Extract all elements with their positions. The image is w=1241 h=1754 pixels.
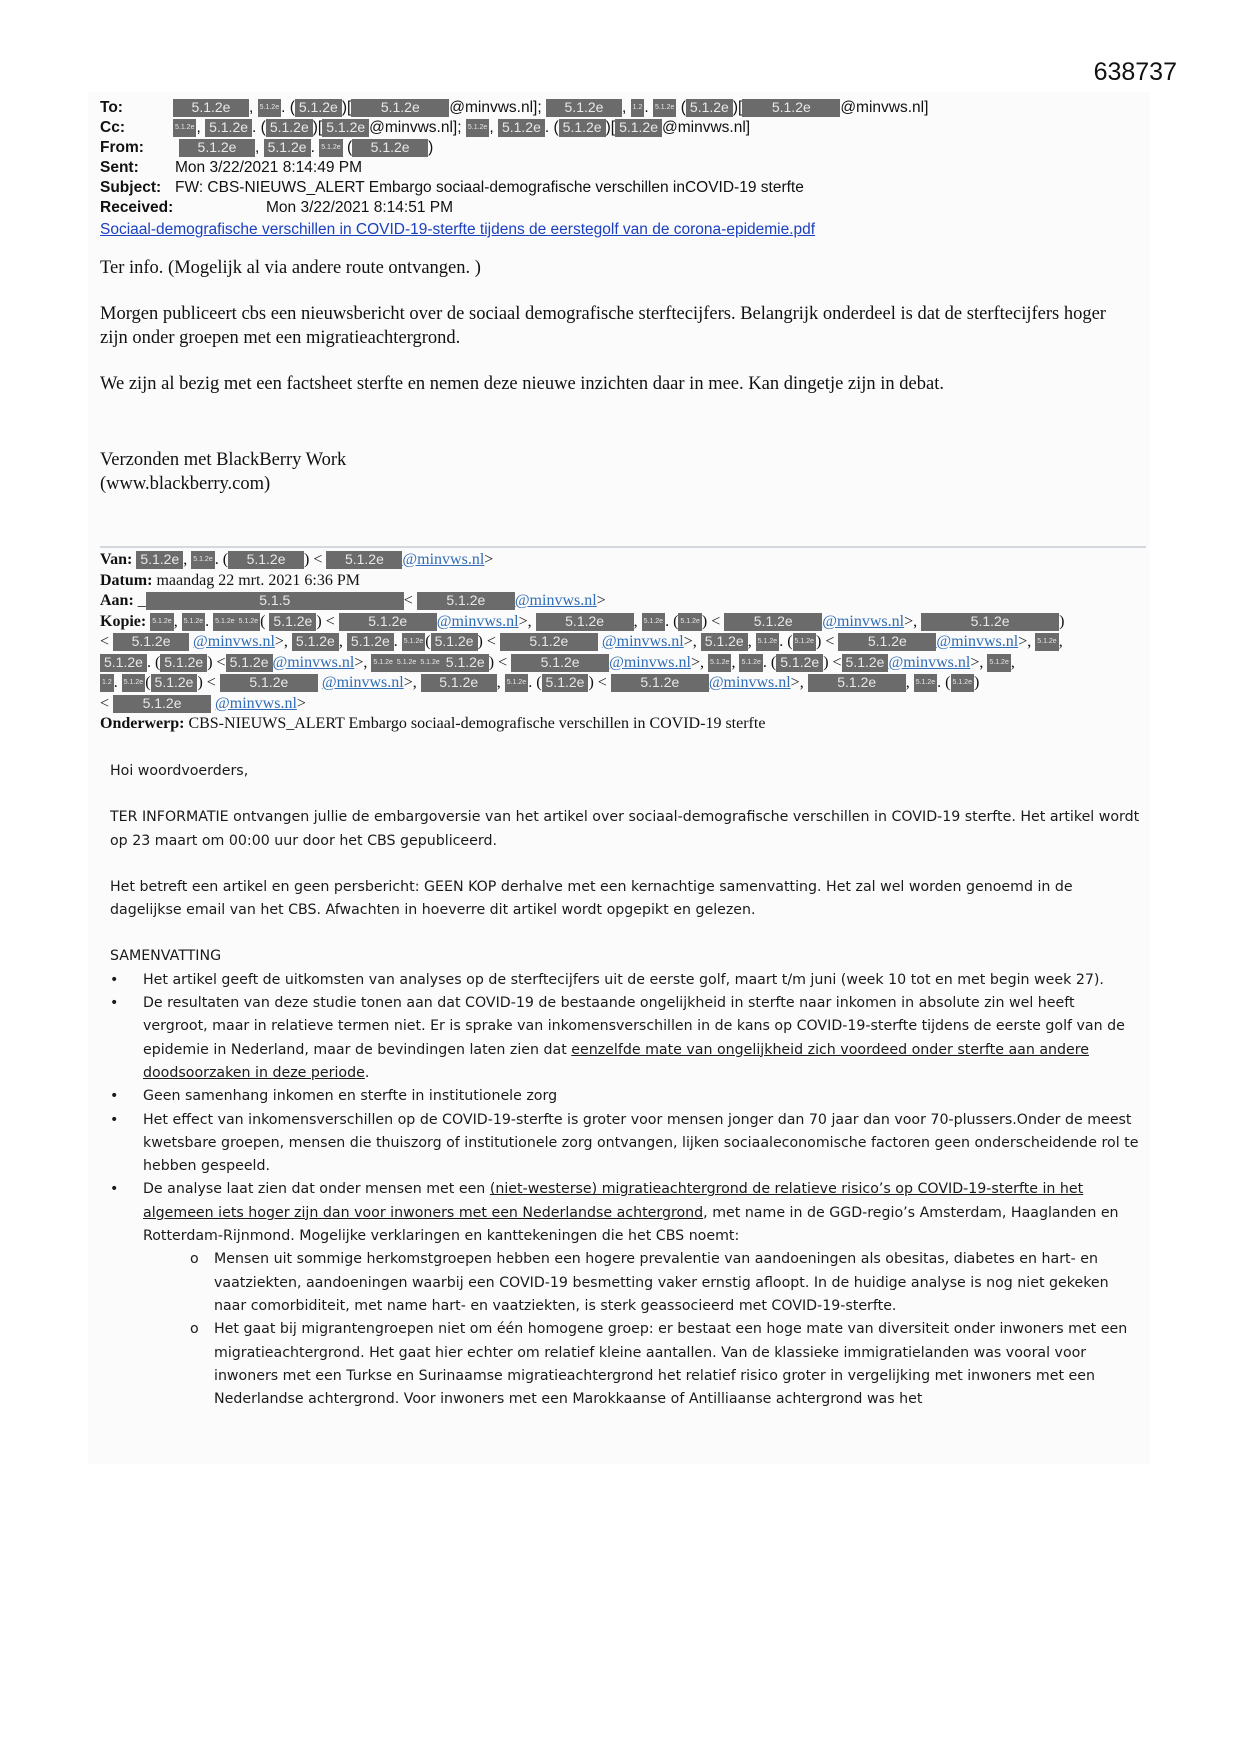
redaction: 5.1.2e: [505, 674, 528, 692]
van-row: Van: 5.1.2e , 5.1.2e . ( 5.1.2e ) < 5.1.2e @minvws.nl>: [100, 551, 494, 568]
received-value: Mon 3/22/2021 8:14:51 PM: [266, 199, 453, 216]
redaction: 5.1.2e: [742, 99, 840, 117]
email-link[interactable]: @minvws.nl: [514, 592, 597, 609]
redaction: 5.1.2e: [228, 551, 304, 569]
datum-label: Datum:: [100, 571, 153, 589]
redaction: 5.1.2e: [173, 99, 249, 117]
sub-bullet: o Het gaat bij migrantengroepen niet om één homogene groep: er bestaat een hoge mate van diversiteit onder inwoners met een migratieachtergrond. Het gaat hier echter om relatief kleine aantallen. Van de klassieke immigratielanden was vooral voor inwoners met een Turkse en Surinaamse migratieachtergrond het relatief risico groter in vergelijking met inwoners met een Nederlandse achtergrond. Voor inwoners met een Marokkaanse of Antilliaanse achtergrond was het: [110, 1318, 1140, 1411]
kopie-row-4: 1.2 . 5.1.2e ( 5.1.2e ) < 5.1.2e @minvws.nl>, 5.1.2e , 5.1.2e . ( 5.1.2e ) < 5.1.2e @minvws.nl>, 5.1.2e , 5.1.2e . ( 5.1.2e ): [102, 674, 980, 691]
email-link[interactable]: @minvws.nl: [708, 674, 791, 691]
redaction: 5.1.2e: [352, 139, 428, 157]
redaction: 5.1.2e: [371, 654, 394, 672]
sub-bullet-icon: o: [190, 1321, 199, 1338]
sent-value: Mon 3/22/2021 8:14:49 PM: [175, 159, 362, 176]
redaction: 5.1.2e: [160, 654, 207, 672]
redaction: 5.1.2e: [220, 674, 318, 692]
email-header: [100, 98, 928, 218]
redaction: 5.1.2e: [179, 139, 255, 157]
aan-label: Aan:: [100, 592, 134, 609]
redaction: 5.1.2e: [182, 613, 205, 631]
signature-line-2: (www.blackberry.com): [100, 474, 271, 494]
redaction: 5.1.2e: [498, 119, 545, 137]
redaction: 5.1.2e: [678, 613, 701, 631]
email-domain: @minvws.nl]: [662, 119, 751, 136]
redaction: 5.1.2e: [269, 613, 316, 631]
redaction: 5.1.2e: [776, 654, 823, 672]
cc-row: Cc: 5.1.2e , 5.1.2e . ( 5.1.2e )[ 5.1.2e @minvws.nl]; 5.1.2e , 5.1.2e . ( 5.1.2e )[ 5.1.2e @minvws.nl]: [100, 118, 751, 136]
redaction: 5.1.2e: [347, 633, 394, 651]
redaction: 5.1.2e: [173, 119, 196, 137]
redaction: 5.1.2e: [500, 633, 598, 651]
subject-label: Subject:: [100, 179, 162, 196]
summary-bullet: • Geen samenhang inkomen en sterfte in institutionele zorg: [110, 1085, 1140, 1108]
redaction: 5.1.2e: [151, 674, 198, 692]
redaction: 5.1.2e: [739, 654, 762, 672]
redaction: 5.1.2e: [951, 674, 974, 692]
to-label: To:: [100, 99, 123, 116]
redaction: 5.1.2e: [100, 654, 147, 672]
redaction: 5.1.2e: [319, 139, 342, 157]
bullet-icon: •: [110, 995, 119, 1012]
redaction: 5.1.2e: [642, 613, 665, 631]
body-paragraph-announcement: Morgen publiceert cbs een nieuwsbericht over de sociaal demografische sterftecijfers. Belangrijk onderdeel is dat de sterftecijfers hoger zijn onder groepen met een migratieachtergrond.: [100, 304, 1106, 348]
email-link[interactable]: @minvws.nl: [193, 633, 275, 650]
redaction: 5.1.2e: [559, 119, 606, 137]
kopie-row-5: < 5.1.2e @minvws.nl>: [100, 694, 306, 712]
underlined-finding: (niet-westerse) migratieachtergrond de relatieve risico’s op COVID-19-sterfte in het algemeen iets hoger zijn dan voor inwoners met een Nederlandse achtergrond: [143, 1181, 1084, 1221]
redaction: 5.1.2e: [421, 674, 497, 692]
redaction: 5.1.2e: [1035, 633, 1058, 651]
bullet-icon: •: [110, 1111, 119, 1128]
van-label: Van:: [100, 551, 133, 568]
sub-bullet-icon: o: [190, 1251, 199, 1268]
redaction: 5.1.2e: [921, 613, 1059, 631]
redaction: 5.1.2e: [615, 119, 662, 137]
redaction: 5.1.2e: [686, 99, 733, 117]
email-domain: @minvws.nl];: [449, 99, 542, 116]
email-domain: @minvws.nl];: [369, 119, 462, 136]
underlined-finding: eenzelfde mate van ongelijkheid zich voordeed onder sterfte aan andere doodsoorzaken in deze periode: [143, 1041, 1089, 1081]
redaction: 5.1.5: [146, 592, 404, 610]
redaction: 5.1.2e: [701, 633, 748, 651]
redaction: 5.1.2e: [417, 592, 515, 610]
sent-row: [100, 158, 928, 178]
kopie-row-3: 5.1.2e . ( 5.1.2e ) < 5.1.2e @minvws.nl>, 5.1.2e 5.1.2e 5.1.2e 5.1.2e ) < 5.1.2e @minvws.nl>, 5.1.2e , 5.1.2e . ( 5.1.2e ) < 5.1.2e @minvws.nl>, 5.1.2e ,: [100, 653, 1150, 674]
redaction: 5.1.2e: [150, 613, 173, 631]
redaction: 5.1.2e: [213, 613, 236, 631]
email-link[interactable]: @minvws.nl: [601, 633, 684, 650]
redaction: 5.1.2e: [339, 613, 437, 631]
body-line-info: Ter info. (Mogelijk al via andere route ontvangen. ): [100, 258, 481, 278]
redaction: 5.1.2e: [266, 119, 313, 137]
redaction: 5.1.2e: [466, 119, 489, 137]
summary-bullet: • Het artikel geeft de uitkomsten van analyses op de sterftecijfers uit de eerste golf, maart t/m juni (week 10 tot en met begin week 27).: [110, 969, 1140, 992]
redaction: 5.1.2e: [724, 613, 822, 631]
email-link[interactable]: @minvws.nl: [436, 612, 519, 630]
redaction: 5.1.2e: [808, 674, 906, 692]
redaction: 5.1.2e: [611, 674, 709, 692]
bullet-icon: •: [110, 1181, 119, 1198]
to-row: To: 5.1.2e , 5.1.2e . ( 5.1.2e )[ 5.1.2e @minvws.nl]; 5.1.2e , 1.2 . 5.1.2e ( 5.1.2e )[ 5.1.2e @minvws.nl]: [100, 98, 929, 116]
summary-bullet: • Het effect van inkomensverschillen op de COVID-19-sterfte is groter voor mensen jonger dan 70 jaar dan voor 70-plussers.Onder de meest kwetsbare groepen, mensen die thuiszorg of institutionele zorg ontvangen, lijken sociaaleconomische factoren geen onderscheidende rol te hebben gespeeld.: [110, 1109, 1140, 1179]
redaction: 5.1.2e: [113, 695, 211, 713]
bullet-icon: •: [110, 1088, 119, 1105]
redaction: 5.1.2e: [264, 139, 311, 157]
redaction: 5.1.2e: [113, 633, 189, 651]
redaction: 5.1.2e: [402, 633, 425, 651]
cc-label: Cc:: [100, 119, 125, 136]
redaction: 5.1.2e: [292, 633, 339, 651]
redaction: 5.1.2e: [395, 654, 418, 672]
redaction: 5.1.2e: [756, 633, 779, 651]
aan-row: Aan: _ 5.1.5 < 5.1.2e @minvws.nl>: [100, 592, 606, 609]
email-link[interactable]: @minvws.nl: [822, 612, 905, 630]
redaction: 5.1.2e: [987, 654, 1010, 672]
forwarded-message-body: [110, 760, 1140, 1411]
redaction: 5.1.2e: [322, 119, 369, 137]
redaction: 5.1.2e: [226, 654, 273, 672]
body-paragraph-factsheet: We zijn al bezig met een factsheet sterfte en nemen deze nieuwe inzichten daar in mee. Kan dingetje zijn in debat.: [100, 374, 944, 394]
redaction: 5.1.2e: [542, 674, 589, 692]
redaction: 5.1.2e: [653, 99, 676, 117]
from-row: From: 5.1.2e , 5.1.2e . 5.1.2e ( 5.1.2e ): [100, 138, 434, 156]
onderwerp-value: CBS-NIEUWS_ALERT Embargo sociaal-demografische verschillen in COVID-19 sterfte: [188, 715, 766, 732]
redaction: 5.1.2e: [708, 654, 731, 672]
redaction: 5.1.2e: [536, 613, 634, 631]
redaction: 5.1.2e: [191, 551, 214, 569]
sub-bullet: o Mensen uit sommige herkomstgroepen hebben een hogere prevalentie van aandoeningen als obesitas, diabetes en hart- en vaatziekten, aandoeningen waarbij een COVID-19 besmetting vaker ernstig afloopt. In de huidige analyse is nog niet gekeken naar comorbiditeit, met name hart- en vaatziekten, is sterk geassocieerd met COVID-19-sterfte.: [110, 1248, 1140, 1318]
redaction: 5.1.2e: [511, 654, 609, 672]
email-link[interactable]: @minvws.nl: [609, 653, 691, 671]
redaction: 5.1.2e: [136, 551, 183, 569]
attachment-link[interactable]: Sociaal-demografische verschillen in COVID-19-sterfte tijdens de eerstegolf van de corona-epidemie.pdf: [100, 221, 816, 238]
summary-bullet: • De analyse laat zien dat onder mensen met een (niet-westerse) migratieachtergrond de relatieve risico’s op COVID-19-sterfte in het algemeen iets hoger zijn dan voor inwoners met een Nederlandse achtergrond, met name in de GGD-regio’s Amsterdam, Haaglanden en Rotterdam-Rijnmond. Mogelijke verklaringen en kanttekeningen die het CBS noemt:: [110, 1178, 1140, 1248]
redaction: 5.1.2e: [237, 613, 260, 631]
forward-separator: [100, 546, 1146, 548]
kopie-label: Kopie:: [100, 612, 147, 630]
email-link[interactable]: @minvws.nl: [402, 551, 485, 568]
forwarded-header: [100, 550, 1150, 735]
redaction: 5.1.2e: [258, 99, 281, 117]
received-label: Received:: [100, 199, 174, 216]
redaction: 5.1.2e: [122, 674, 145, 692]
subject-row: [100, 178, 928, 198]
email-link[interactable]: @minvws.nl: [936, 633, 1019, 650]
redaction: 5.1.2e: [418, 654, 441, 672]
redaction: 1.2: [100, 674, 114, 692]
onderwerp-label: Onderwerp:: [100, 715, 185, 732]
redaction: 5.1.2e: [793, 633, 816, 651]
redaction: 5.1.2e: [442, 654, 489, 672]
document-number: 638737: [1093, 58, 1177, 86]
email-link[interactable]: @minvws.nl: [888, 653, 971, 671]
email-link[interactable]: @minvws.nl: [215, 694, 297, 712]
redaction: 5.1.2e: [546, 99, 622, 117]
redaction: 5.1.2e: [838, 633, 936, 651]
email-link[interactable]: @minvws.nl: [321, 674, 404, 691]
sent-label: Sent:: [100, 159, 139, 176]
redaction: 5.1.2e: [431, 633, 478, 651]
redaction: 5.1.2e: [351, 99, 449, 117]
signature-line-1: Verzonden met BlackBerry Work: [100, 450, 347, 470]
summary-bullet: • De resultaten van deze studie tonen aan dat COVID-19 de bestaande ongelijkheid in sterfte naar inkomen in absolute zin wel heeft vergroot, maar in relatieve termen niet. Er is sprake van inkomensverschillen in de kans op COVID-19-sterfte tijdens de eerste golf van de epidemie in Nederland, maar de bevindingen laten zien dat eenzelfde mate van ongelijkheid zich voordeed onder sterfte aan andere doodsoorzaken in deze periode.: [110, 992, 1140, 1085]
redaction: 5.1.2e: [295, 99, 342, 117]
info-paragraph: TER INFORMATIE ontvangen jullie de embargoversie van het artikel over sociaal-demografische verschillen in COVID-19 sterfte. Het artikel wordt op 23 maart om 00:00 uur door het CBS gepubliceerd.: [110, 809, 1140, 849]
summary-heading: SAMENVATTING: [110, 948, 222, 965]
subject-value: FW: CBS-NIEUWS_ALERT Embargo sociaal-demografische verschillen inCOVID-19 sterfte: [175, 179, 804, 196]
notice-paragraph: Het betreft een artikel en geen persbericht: GEEN KOP derhalve met een kernachtige samenvatting. Het zal wel worden genoemd in de dagelijkse email van het CBS. Afwachten in hoeverre dit artikel wordt opgepikt en gelezen.: [110, 878, 1073, 919]
email-link[interactable]: @minvws.nl: [272, 653, 355, 671]
onderwerp-row: [100, 714, 1150, 735]
redaction: 1.2: [631, 99, 645, 117]
redaction: 5.1.2e: [326, 551, 402, 569]
kopie-row-2: < 5.1.2e @minvws.nl>, 5.1.2e , 5.1.2e . 5.1.2e ( 5.1.2e ) < 5.1.2e @minvws.nl>, 5.1.2e , 5.1.2e . ( 5.1.2e ) < 5.1.2e @minvws.nl>, 5.1.2e ,: [100, 633, 1063, 650]
received-row: [100, 198, 928, 218]
email-domain: @minvws.nl]: [840, 99, 929, 116]
redaction: 5.1.2e: [842, 654, 889, 672]
kopie-row-1: Kopie: 5.1.2e , 5.1.2e . 5.1.2e 5.1.2e ( 5.1.2e ) < 5.1.2e @minvws.nl>, 5.1.2e , 5.1.2e . ( 5.1.2e ) < 5.1.2e @minvws.nl>, 5.1.2e ): [100, 612, 1065, 630]
greeting: Hoi woordvoerders,: [110, 763, 249, 779]
redaction: 5.1.2e: [205, 119, 252, 137]
redaction: 5.1.2e: [914, 674, 937, 692]
bullet-icon: •: [110, 971, 119, 988]
datum-row: [100, 571, 1150, 592]
from-label: From:: [100, 139, 144, 156]
datum-value: maandag 22 mrt. 2021 6:36 PM: [156, 571, 360, 589]
